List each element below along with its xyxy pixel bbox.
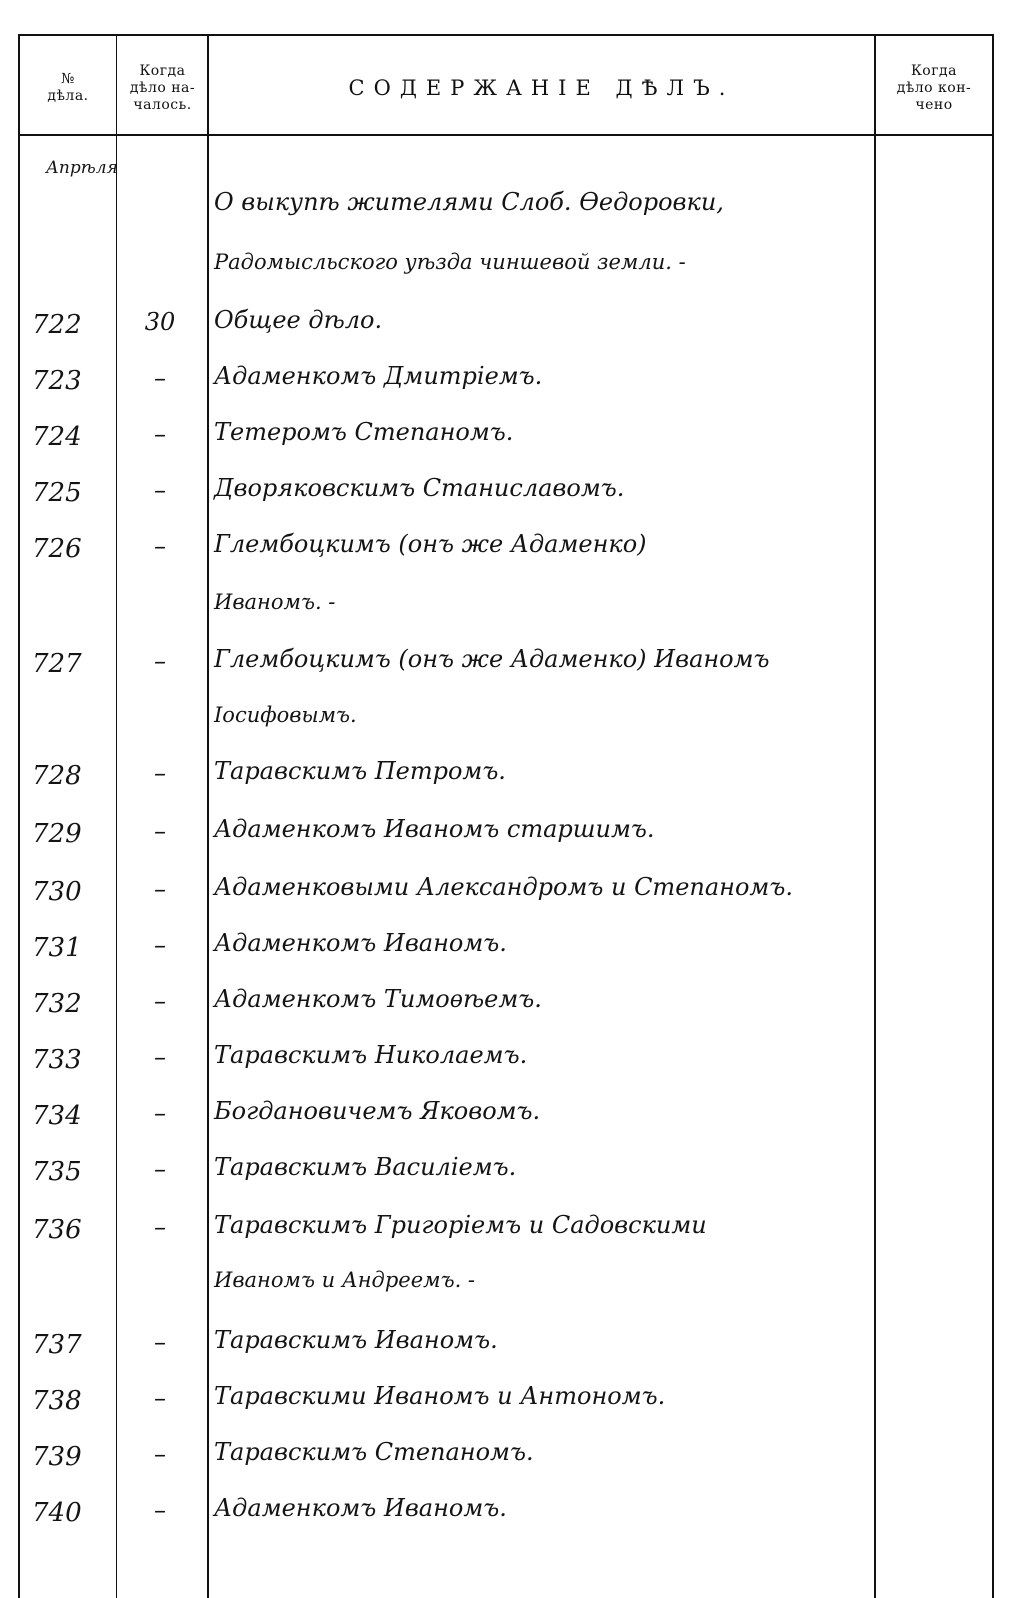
case-content: Адаменковыми Александромъ и Степаномъ. [214,873,793,901]
header-content [209,48,874,128]
case-start-day: – [154,364,166,392]
case-number: 738 [32,1386,82,1416]
case-start-day: – [154,1155,166,1183]
month-label: Апрѣля [46,158,118,178]
case-number: 737 [32,1330,82,1360]
case-content: Таравскимъ Степаномъ. [214,1438,534,1466]
case-content: Глембоцкимъ (онъ же Адаменко) Иваномъ [214,645,770,673]
case-start-day: – [154,1099,166,1127]
case-start-day: – [154,647,166,675]
case-start-day: – [154,532,166,560]
header-content-label: СОДЕРЖАНІЕ ДѢЛЪ. [348,75,735,100]
case-number: 731 [32,933,82,963]
right-border [992,34,994,1598]
header-ended [876,48,992,128]
case-start-day: – [154,1043,166,1071]
case-start-day: 30 [144,308,176,336]
column-divider-content [874,34,876,1598]
column-divider-number [116,34,117,1598]
header-ended-label: Когда дѣло кон- чено [896,62,972,113]
case-number: 727 [32,649,82,679]
case-content-continued: Радомысльского уѣзда чиншевой земли. - [214,250,686,274]
case-content: Адаменкомъ Иваномъ старшимъ. [214,815,655,843]
case-content: Богдановичемъ Яковомъ. [214,1097,541,1125]
table-top-border [18,34,994,36]
case-start-day: – [154,759,166,787]
case-number: 732 [32,989,82,1019]
case-start-day: – [154,1496,166,1524]
case-content: Таравскимъ Василіемъ. [214,1153,517,1181]
case-number: 729 [32,819,82,849]
column-divider-started [207,34,209,1598]
case-content: Тетеромъ Степаномъ. [214,418,514,446]
header-bottom-border [18,134,994,136]
case-content-continued: Іосифовымъ. [214,703,357,727]
case-number: 740 [32,1498,82,1528]
case-content: Адаменкомъ Тимоѳѣемъ. [214,985,542,1013]
case-content: Дворяковскимъ Станиславомъ. [214,474,625,502]
case-number: 723 [32,366,82,396]
case-start-day: – [154,1384,166,1412]
case-content: Адаменкомъ Иваномъ. [214,929,507,957]
case-content: Глембоцкимъ (онъ же Адаменко) [214,530,647,558]
case-start-day: – [154,875,166,903]
header-started [118,48,207,128]
case-start-day: – [154,1213,166,1241]
left-border [18,34,20,1598]
case-start-day: – [154,476,166,504]
case-start-day: – [154,817,166,845]
header-number [20,48,116,128]
case-content: Общее дѣло. [214,306,383,334]
case-number: 736 [32,1215,82,1245]
case-content: Таравскимъ Иваномъ. [214,1326,498,1354]
case-start-day: – [154,931,166,959]
case-start-day: – [154,420,166,448]
case-content: Адаменкомъ Иваномъ. [214,1494,507,1522]
case-content: Таравскимъ Петромъ. [214,757,506,785]
case-number: 726 [32,534,82,564]
case-content: Таравскими Иваномъ и Антономъ. [214,1382,666,1410]
case-start-day: – [154,1440,166,1468]
case-number: 724 [32,422,82,452]
case-content-continued: Иваномъ. - [214,590,336,614]
header-number-label: № дѣла. [47,71,89,104]
case-number: 733 [32,1045,82,1075]
case-number: 730 [32,877,82,907]
header-started-label: Когда дѣло на- чалось. [129,62,196,113]
case-content: Адаменкомъ Дмитріемъ. [214,362,543,390]
case-number: 735 [32,1157,82,1187]
case-start-day: – [154,987,166,1015]
case-content: О выкупѣ жителями Слоб. Ѳедоровки, [214,188,724,216]
case-start-day: – [154,1328,166,1356]
case-number: 734 [32,1101,82,1131]
case-content-continued: Иваномъ и Андреемъ. - [214,1268,476,1292]
case-number: 739 [32,1442,82,1472]
case-number: 728 [32,761,82,791]
case-number: 725 [32,478,82,508]
case-content: Таравскимъ Григоріемъ и Садовскими [214,1211,707,1239]
case-number: 722 [32,310,82,340]
case-content: Таравскимъ Николаемъ. [214,1041,528,1069]
